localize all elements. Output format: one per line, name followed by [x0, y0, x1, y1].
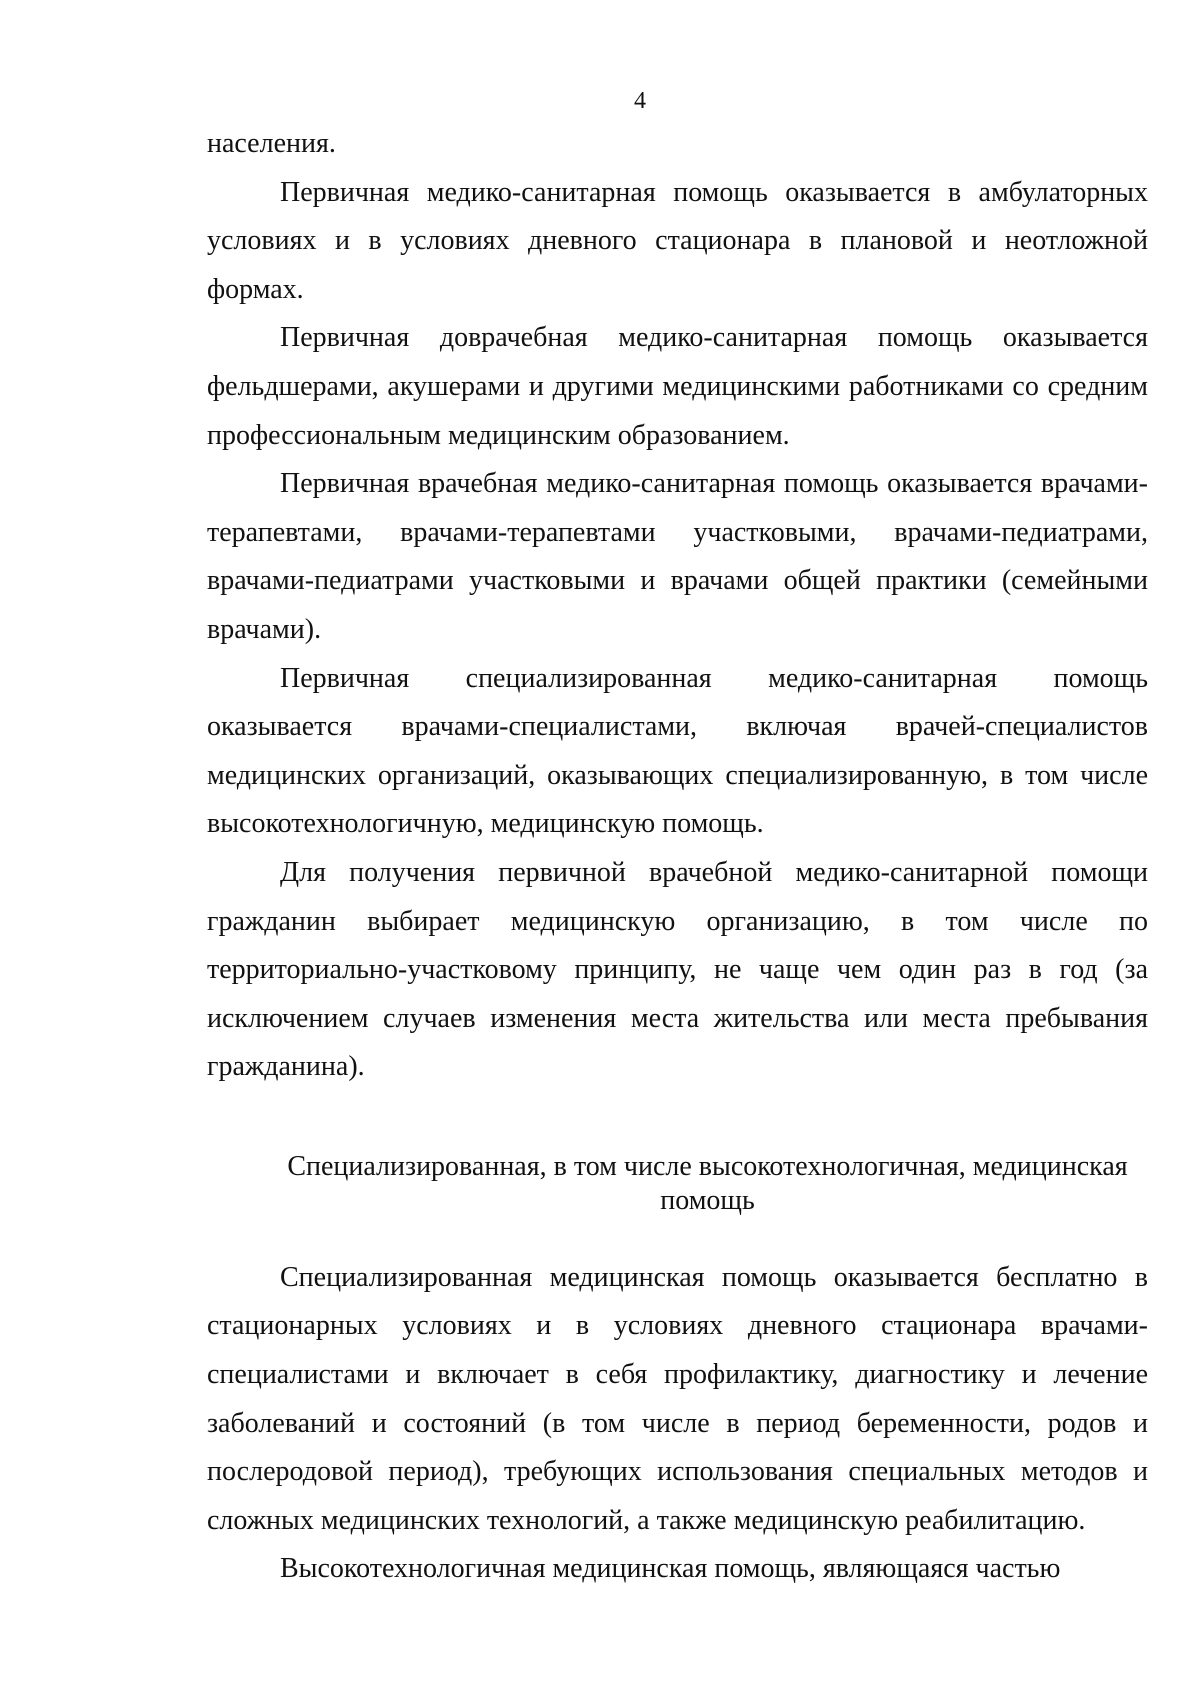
page-number: 4 [634, 88, 646, 114]
paragraph-pre-physician-care: Первичная доврачебная медико-санитарная помощь оказывается фельдшерами, акушерами и другими медицинскими работниками со средним профессиональным медицинским образованием. [207, 322, 1148, 451]
paragraph-specialized-primary-care: Первичная специализированная медико-санитарная помощь оказывается врачами-специалистами, включая врачей-специалистов медицинских организаций, оказывающих специализированную, в том числе высокотехнологичную, медицинскую помощь. [207, 662, 1148, 840]
document-body [207, 120, 1148, 1594]
paragraph-physician-care: Первичная врачебная медико-санитарная помощь оказывается врачами-терапевтами, врачами-терапевтами участковыми, врачами-педиатрами, врачами-педиатрами участковыми и врачами общей практики (семейными врачами). [207, 468, 1148, 645]
paragraph-high-tech-care: Высокотехнологичная медицинская помощь, являющаяся частью [280, 1553, 1061, 1585]
section-heading-line-2: помощь [660, 1184, 755, 1216]
section-heading-line-1: Специализированная, в том числе высокотехнологичная, медицинская [287, 1150, 1128, 1182]
paragraph-specialized-care: Специализированная медицинская помощь оказывается бесплатно в стационарных условиях и в условиях дневного стационара врачами-специалистами и включает в себя профилактику, диагностику и лечение заболеваний и состояний (в том числе в период беременности, родов и послеродовой период), требующих использования специальных методов и сложных медицинских технологий, а также медицинскую реабилитацию. [207, 1261, 1148, 1536]
paragraph-continuation: населения. [207, 128, 336, 159]
paragraph-primary-care: Первичная медико-санитарная помощь оказывается в амбулаторных условиях и в условиях дневного стационара в плановой и неотложной формах. [207, 176, 1148, 305]
section-heading [207, 1150, 1148, 1218]
paragraph-choice-of-organization: Для получения первичной врачебной медико-санитарной помощи гражданин выбирает медицинскую организацию, в том числе по территориально-участковому принципу, не чаще чем один раз в год (за исключением случаев изменения места жительства или места пребывания гражданина). [207, 856, 1148, 1083]
